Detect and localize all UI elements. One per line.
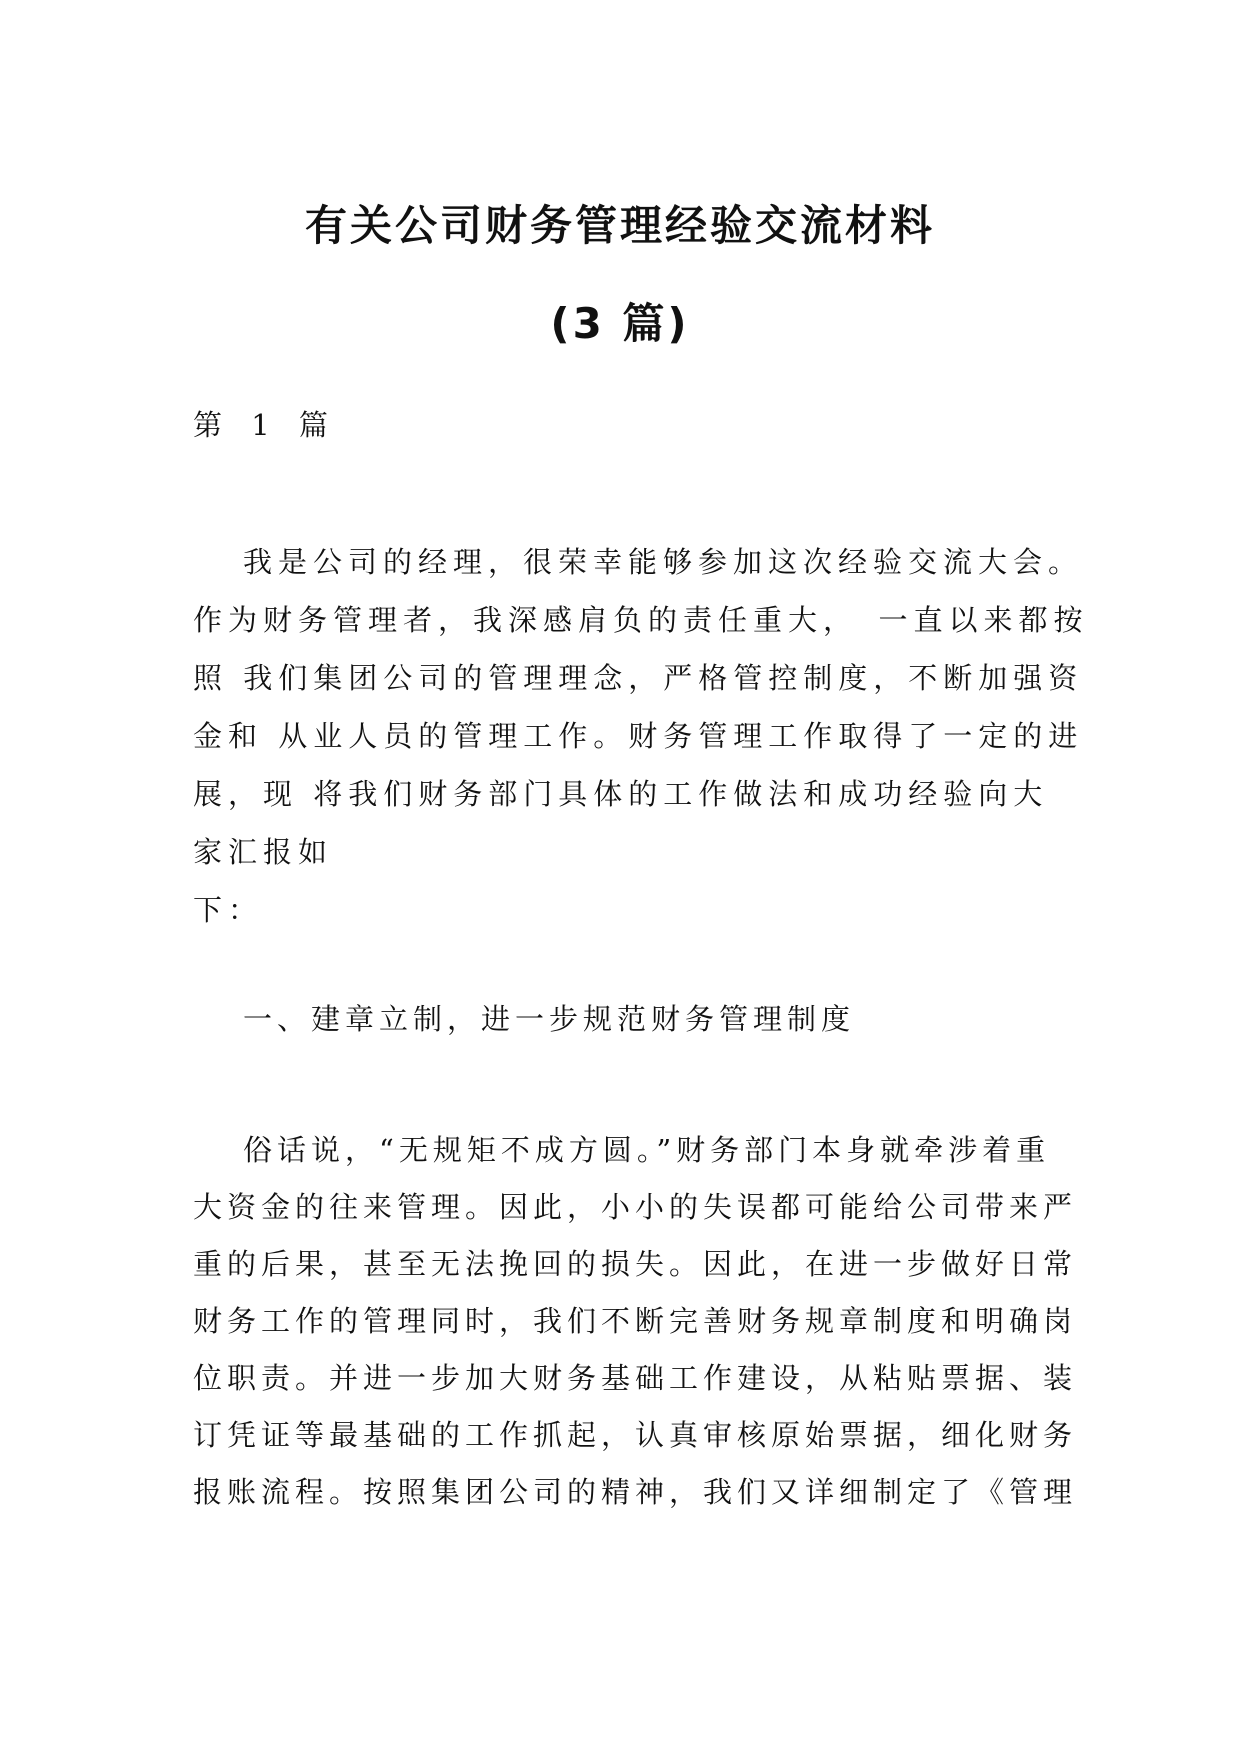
paragraph-line: 财务工作的管理同时，我们不断完善财务规章制度和明确岗 [193, 1304, 1078, 1338]
paragraph-line: 展，现 将我们财务部门具体的工作做法和成功经验向大 [193, 777, 1049, 811]
section-label: 第 1 篇 [193, 408, 338, 442]
paragraph-line: 报账流程。按照集团公司的精神，我们又详细制定了《管理 [193, 1475, 1078, 1509]
paragraph-line: 作为财务管理者，我深感肩负的责任重大， 一直以来都按 [193, 603, 1089, 637]
paragraph-line: 大资金的往来管理。因此，小小的失误都可能给公司带来严 [193, 1190, 1078, 1224]
intro-paragraph [193, 537, 1089, 943]
paragraph-line: 照 我们集团公司的管理理念，严格管控制度，不断加强资 [193, 661, 1084, 695]
paragraph-line: 下： [193, 893, 264, 927]
document-title: 有关公司财务管理经验交流材料 [304, 201, 935, 250]
paragraph-line: 金和 从业人员的管理工作。财务管理工作取得了一定的进 [193, 719, 1084, 753]
document-title-count: (3 篇) [550, 299, 690, 348]
paragraph-line: 订凭证等最基础的工作抓起，认真审核原始票据，细化财务 [193, 1418, 1078, 1452]
paragraph-line: 我是公司的经理，很荣幸能够参加这次经验交流大会。 [243, 545, 1084, 579]
paragraph-line: 俗话说，“无规矩不成方圆。”财务部门本身就牵涉着重 [243, 1133, 1051, 1167]
paragraph-line: 家汇报如 [193, 835, 334, 869]
paragraph-line: 重的后果，甚至无法挽回的损失。因此，在进一步做好日常 [193, 1247, 1078, 1281]
paragraph-line: 位职责。并进一步加大财务基础工作建设，从粘贴票据、装 [193, 1361, 1078, 1395]
section-heading: 一、建章立制，进一步规范财务管理制度 [243, 1002, 856, 1036]
body-paragraph [193, 1125, 1078, 1524]
